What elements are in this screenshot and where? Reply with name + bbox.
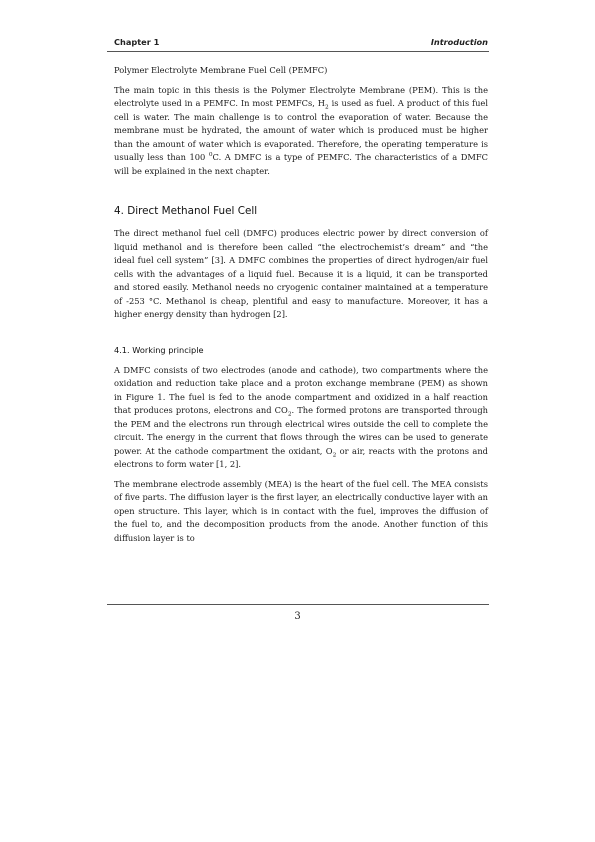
- subsection-heading: 4.1. Working principle: [114, 344, 204, 355]
- chapter-label: Chapter 1: [114, 37, 160, 47]
- section-label: Introduction: [430, 37, 488, 47]
- section-paragraph: The direct methanol fuel cell (DMFC) produces electric power by direct conversion of liquid methanol and is therefore been called “the electrochemist’s dream” and “the ideal fuel cell system” [3]. A DMFC combines the properties of direct hydrogen/air fuel cells with the advantages of a liquid fuel. Because it is a liquid, it can be transported and stored easily. Methanol needs no cryogenic container maintained at a temperature of -253 °C. Methanol is cheap, plentiful and easy to manufacture. Moreover, it has a higher energy density than hydrogen [2].: [114, 228, 488, 319]
- page-body: [114, 64, 488, 551]
- section-heading: 4. Direct Methanol Fuel Cell: [114, 205, 258, 217]
- intro-paragraph: The main topic in this thesis is the Polymer Electrolyte Membrane (PEM). This is the electrolyte used in a PEMFC. In most PEMFCs, $H_2$ is used as fuel. A product of this fuel cell is water. The main challenge is to control the evaporation of water. Because the membrane must be hydrated, the amount of water which is produced must be higher than the amount of water which is evaporated. Therefore, the operating temperature is usually less than 100 $^0$C. A DMFC is a type of PEMFC. The characteristics of a DMFC will be explained in the next chapter.: [114, 84, 488, 176]
- working-principle-paragraph: A DMFC consists of two electrodes (anode and cathode), two compartments where the oxidation and reduction take place and a proton exchange membrane (PEM) as shown in Figure 1. The fuel is fed to the anode compartment and oxidized in a half reaction that produces protons, electrons and $CO_2$. The formed protons are transported through the PEM and the electrons run through electrical wires outside the cell to complete the circuit. The energy in the current that flows through the wires can be used to generate power. At the cathode compartment the oxidant, $O_2$ or air, reacts with the protons and electrons to form water [1, 2].: [114, 364, 488, 469]
- intro-lead: Polymer Electrolyte Membrane Fuel Cell (PEMFC): [114, 65, 328, 75]
- page-number: 3: [294, 611, 301, 622]
- running-header: [114, 36, 488, 50]
- footer-divider: [107, 604, 489, 605]
- header-divider: [107, 51, 489, 52]
- mea-paragraph: The membrane electrode assembly (MEA) is the heart of the fuel cell. The MEA consists of five parts. The diffusion layer is the first layer, an electrically conductive layer with an open structure. This layer, which is in contact with the fuel, improves the diffusion of the fuel to, and the decomposition products from the anode. Another function of this diffusion layer is to: [114, 478, 488, 543]
